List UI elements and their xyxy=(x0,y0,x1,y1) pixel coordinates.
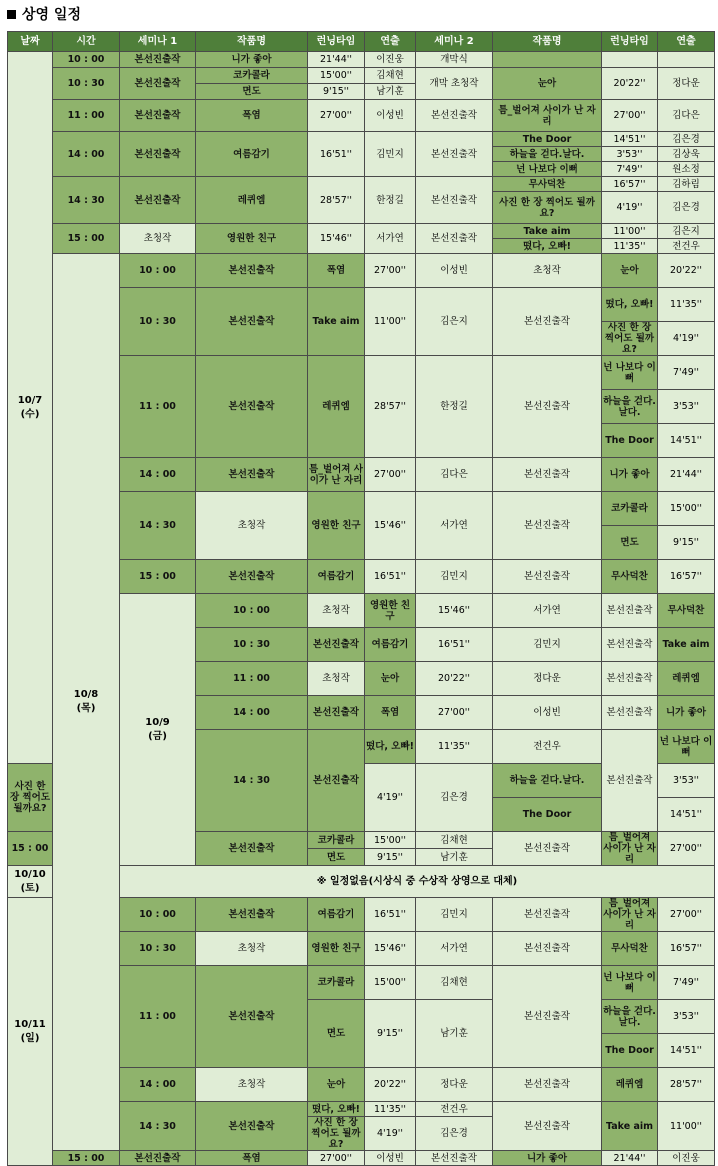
header-director-2: 연출 xyxy=(658,32,715,52)
table-cell: 눈아 xyxy=(308,1068,365,1102)
table-cell: 사진 한 장 찍어도 될까요? xyxy=(493,192,602,224)
table-cell: 4'19'' xyxy=(365,1117,416,1151)
table-cell: 20'22'' xyxy=(416,662,493,696)
table-cell: 10 : 00 xyxy=(120,898,196,932)
table-cell: 개막 초청작 xyxy=(416,68,493,100)
table-cell: 본선진출작 xyxy=(493,288,602,356)
table-cell: 16'51'' xyxy=(308,132,365,177)
table-cell: 서가연 xyxy=(365,224,416,254)
table-cell: 27'00'' xyxy=(308,100,365,132)
table-cell: 4'19'' xyxy=(602,192,658,224)
header-row xyxy=(8,32,715,52)
table-cell: 김채현 xyxy=(416,832,493,849)
table-cell: 7'49'' xyxy=(658,966,715,1000)
table-cell: 본선진출작 xyxy=(196,254,308,288)
table-cell: 28'57'' xyxy=(658,1068,715,1102)
table-cell: 10 : 30 xyxy=(53,68,120,100)
table-cell: 김민지 xyxy=(365,132,416,177)
table-cell: 정다운 xyxy=(493,662,602,696)
table-cell: 15'46'' xyxy=(365,932,416,966)
table-cell: 본선진출작 xyxy=(602,730,658,832)
table-cell: 초청작 xyxy=(196,1068,308,1102)
table-cell: 여름감기 xyxy=(365,628,416,662)
table-cell: 김민지 xyxy=(493,628,602,662)
table-cell: 본선진출작 xyxy=(602,662,658,696)
table-cell: 7'49'' xyxy=(602,162,658,177)
table-cell: 15'46'' xyxy=(416,594,493,628)
table-cell: 코카콜라 xyxy=(308,832,365,849)
table-cell: 본선진출작 xyxy=(493,966,602,1068)
header-time: 시간 xyxy=(53,32,120,52)
table-cell: 15 : 00 xyxy=(8,832,53,866)
table-cell: 틈_벌어져 사이가 난 자리 xyxy=(603,832,656,865)
table-cell: 영원한 친구 xyxy=(196,224,308,254)
table-cell: 사진 한 장 찍어도 될까요? xyxy=(602,322,658,356)
table-cell: 하늘을 걷다.날다. xyxy=(602,390,658,424)
table-cell: 15'46'' xyxy=(308,224,365,254)
table-cell: 폭염 xyxy=(365,696,416,730)
table-cell: 3'53'' xyxy=(658,764,715,798)
table-cell: 니가 좋아 xyxy=(658,696,715,730)
table-cell: 10 : 30 xyxy=(196,628,308,662)
table-cell: 15'00'' xyxy=(308,68,365,84)
table-cell: 본선진출작 xyxy=(196,560,308,594)
table-cell: 14 : 30 xyxy=(120,492,196,560)
table-cell: 본선진출작 xyxy=(493,1068,602,1102)
table-cell: 김민지 xyxy=(416,898,493,932)
table-cell: 김민지 xyxy=(416,560,493,594)
table-cell: 한정길 xyxy=(416,356,493,458)
table-cell: Take aim xyxy=(308,288,365,356)
table-cell: 14 : 00 xyxy=(120,458,196,492)
table-cell: 3'53'' xyxy=(658,390,715,424)
table-cell: 10 : 00 xyxy=(120,254,196,288)
table-cell: 서가연 xyxy=(493,594,602,628)
table-cell: 무사덕찬 xyxy=(493,177,602,192)
table-cell: 틈_벌어져 사이가 난 자리 xyxy=(603,898,656,931)
table-cell: Take aim xyxy=(658,628,715,662)
table-cell: 여름감기 xyxy=(308,560,365,594)
table-row xyxy=(8,1151,715,1166)
table-cell: 9'15'' xyxy=(658,526,715,560)
table-cell: 14'51'' xyxy=(658,424,715,458)
table-cell: 남기훈 xyxy=(416,1000,493,1068)
date-cell: 10/7 (수) xyxy=(8,52,53,764)
table-cell: 11'00'' xyxy=(658,1102,715,1151)
table-cell: 14 : 30 xyxy=(196,730,308,832)
table-cell: 정다운 xyxy=(416,1068,493,1102)
table-cell: 11 : 00 xyxy=(196,662,308,696)
table-cell: 이성빈 xyxy=(416,254,493,288)
table-cell: 3'53'' xyxy=(658,1000,715,1034)
table-cell: 본선진출작 xyxy=(120,68,196,100)
table-cell: 초청작 xyxy=(196,492,308,560)
table-cell: 이성빈 xyxy=(365,1151,416,1166)
table-cell: 본선진출작 xyxy=(493,1102,602,1151)
table-cell: 본선진출작 xyxy=(120,52,196,68)
table-cell: 16'57'' xyxy=(658,932,715,966)
table-cell: 폭염 xyxy=(196,1151,308,1166)
table-cell: 넌 나보다 이뻐 xyxy=(493,162,602,177)
table-cell: 본선진출작 xyxy=(196,356,308,458)
table-cell: 10 : 00 xyxy=(196,594,308,628)
table-row xyxy=(8,100,715,132)
table-cell: 코카콜라 xyxy=(308,966,365,1000)
table-cell: 본선진출작 xyxy=(416,224,493,254)
table-cell: 16'57'' xyxy=(602,177,658,192)
table-cell: 서가연 xyxy=(416,932,493,966)
table-cell: 떴다, 오빠! xyxy=(493,239,602,254)
table-cell: 15 : 00 xyxy=(53,224,120,254)
table-cell: The Door xyxy=(493,798,602,832)
table-cell: 넌 나보다 이뻐 xyxy=(602,966,658,1000)
table-row xyxy=(8,224,715,239)
table-cell: 9'15'' xyxy=(308,84,365,100)
table-cell: 면도 xyxy=(602,526,658,560)
table-cell xyxy=(602,52,658,68)
table-cell: 초청작 xyxy=(308,594,365,628)
table-cell: 한정길 xyxy=(365,177,416,224)
table-cell: 본선진출작 xyxy=(196,832,308,866)
table-cell: 김은경 xyxy=(416,1117,493,1151)
date-cell: 10/9 (금) xyxy=(120,594,196,866)
table-row xyxy=(8,254,715,288)
table-cell: 폭염 xyxy=(308,254,365,288)
table-cell: 20'22'' xyxy=(365,1068,416,1102)
table-cell: 21'44'' xyxy=(658,458,715,492)
table-cell: 본선진출작 xyxy=(308,696,365,730)
table-cell: 27'00'' xyxy=(658,832,715,866)
table-cell: Take aim xyxy=(602,1102,658,1151)
note-cell: ※ 일정없음(시상식 중 수상작 상영으로 대체) xyxy=(120,866,715,898)
table-cell: 여름감기 xyxy=(308,898,365,932)
table-cell: 11'35'' xyxy=(658,288,715,322)
table-cell: 27'00'' xyxy=(308,1151,365,1166)
header-title-1: 작품명 xyxy=(196,32,308,52)
table-cell: 코카콜라 xyxy=(196,68,308,84)
table-cell: 니가 좋아 xyxy=(493,1151,602,1166)
table-cell: 27'00'' xyxy=(658,898,715,932)
table-cell: 11'35'' xyxy=(416,730,493,764)
table-cell: 하늘을 걷다.날다. xyxy=(493,147,602,162)
table-cell: 본선진출작 xyxy=(493,458,602,492)
table-cell: 김은경 xyxy=(658,132,715,147)
table-cell: 본선진출작 xyxy=(602,696,658,730)
table-cell: 10 : 00 xyxy=(53,52,120,68)
table-cell: 27'00'' xyxy=(416,696,493,730)
table-cell: 본선진출작 xyxy=(602,628,658,662)
table-cell: 레퀴엠 xyxy=(602,1068,658,1102)
table-cell: 14'51'' xyxy=(658,1034,715,1068)
table-row xyxy=(8,177,715,192)
table-cell: 이진웅 xyxy=(658,1151,715,1166)
table-cell: 면도 xyxy=(308,849,365,866)
table-row xyxy=(8,68,715,84)
table-cell: 27'00'' xyxy=(365,458,416,492)
table-cell: 16'57'' xyxy=(658,560,715,594)
table-cell: 본선진출작 xyxy=(493,356,602,458)
table-cell: 21'44'' xyxy=(308,52,365,68)
table-cell: 본선진출작 xyxy=(120,132,196,177)
table-cell: 초청작 xyxy=(493,254,602,288)
table-cell: 28'57'' xyxy=(308,177,365,224)
table-cell: 11 : 00 xyxy=(53,100,120,132)
table-cell: 27'00'' xyxy=(602,100,658,132)
header-runtime-1: 런닝타임 xyxy=(308,32,365,52)
table-cell: 하늘을 걷다.날다. xyxy=(602,1000,658,1034)
table-cell: 본선진출작 xyxy=(493,492,602,560)
table-cell: 4'19'' xyxy=(365,764,416,832)
table-cell: 11'35'' xyxy=(365,1102,416,1117)
table-cell: The Door xyxy=(493,132,602,147)
header-runtime-2: 런닝타임 xyxy=(602,32,658,52)
table-cell: 영원한 친구 xyxy=(308,492,365,560)
table-cell: 김채현 xyxy=(365,68,416,84)
schedule-header xyxy=(8,32,715,52)
table-cell: 14'51'' xyxy=(602,132,658,147)
table-cell: 11'00'' xyxy=(602,224,658,239)
table-cell: 무사덕찬 xyxy=(658,594,715,628)
table-cell: 본선진출작 xyxy=(493,832,602,866)
table-cell: 15'00'' xyxy=(365,966,416,1000)
table-cell: 김다은 xyxy=(658,100,715,132)
table-cell: 김은경 xyxy=(416,764,493,832)
table-cell: 넌 나보다 이뻐 xyxy=(602,356,658,390)
table-cell: 여름감기 xyxy=(196,132,308,177)
table-cell: 14 : 00 xyxy=(53,132,120,177)
table-cell: 원소정 xyxy=(658,162,715,177)
table-cell: 떴다, 오빠! xyxy=(365,730,416,764)
date-cell: 10/11 (일) xyxy=(8,898,53,1166)
table-cell: 14 : 00 xyxy=(196,696,308,730)
table-cell: 7'49'' xyxy=(658,356,715,390)
table-cell: 20'22'' xyxy=(602,68,658,100)
table-cell: 4'19'' xyxy=(658,322,715,356)
table-row xyxy=(8,52,715,68)
table-cell: 하늘을 걷다.날다. xyxy=(493,764,602,798)
schedule-body xyxy=(8,52,715,1166)
table-cell: 20'22'' xyxy=(658,254,715,288)
page-title-text: 상영 일정 xyxy=(22,7,81,23)
table-cell: 면도 xyxy=(196,84,308,100)
table-cell: 눈아 xyxy=(365,662,416,696)
table-cell: 영원한 친구 xyxy=(365,594,416,628)
table-cell: 3'53'' xyxy=(602,147,658,162)
table-cell: 김다은 xyxy=(416,458,493,492)
table-cell: 무사덕찬 xyxy=(602,560,658,594)
table-cell: 남기훈 xyxy=(365,84,416,100)
table-cell: 28'57'' xyxy=(365,356,416,458)
table-cell: 레퀴엠 xyxy=(196,177,308,224)
table-cell: 11 : 00 xyxy=(120,966,196,1068)
table-cell: 전건우 xyxy=(493,730,602,764)
table-cell: 사진 한 장 찍어도 될까요? xyxy=(8,764,53,832)
table-cell: 본선진출작 xyxy=(120,177,196,224)
table-cell: 본선진출작 xyxy=(196,288,308,356)
header-title-2: 작품명 xyxy=(493,32,602,52)
table-cell: 본선진출작 xyxy=(308,628,365,662)
table-cell: 김은경 xyxy=(658,192,715,224)
table-cell: 본선진출작 xyxy=(308,730,365,832)
table-cell: 15'00'' xyxy=(658,492,715,526)
table-cell: 틈_벌어져 사이가 난 자리 xyxy=(493,100,602,132)
table-cell: 15'00'' xyxy=(365,832,416,849)
header-seminar-2: 세미나 2 xyxy=(416,32,493,52)
table-cell: 초청작 xyxy=(120,224,196,254)
table-cell: 16'51'' xyxy=(365,898,416,932)
date-cell: 10/10 (토) xyxy=(8,866,53,898)
table-cell: 11'35'' xyxy=(602,239,658,254)
table-cell: 니가 좋아 xyxy=(602,458,658,492)
table-cell: 폭염 xyxy=(196,100,308,132)
table-cell: 넌 나보다 이뻐 xyxy=(658,730,715,764)
table-cell: 10 : 30 xyxy=(120,288,196,356)
table-cell: The Door xyxy=(602,1034,658,1068)
table-cell: 무사덕찬 xyxy=(602,932,658,966)
page-title xyxy=(7,4,81,24)
table-cell: 정다운 xyxy=(658,68,715,100)
table-cell: 본선진출작 xyxy=(416,100,493,132)
table-cell: 면도 xyxy=(308,1000,365,1068)
table-cell: The Door xyxy=(602,424,658,458)
table-cell: 16'51'' xyxy=(416,628,493,662)
square-bullet-icon xyxy=(7,10,16,19)
table-cell: 본선진출작 xyxy=(196,458,308,492)
table-cell: 전건우 xyxy=(416,1102,493,1117)
table-cell: 초청작 xyxy=(196,932,308,966)
table-cell: 9'15'' xyxy=(365,1000,416,1068)
table-cell: 16'51'' xyxy=(365,560,416,594)
table-cell: 21'44'' xyxy=(602,1151,658,1166)
table-cell: 코카콜라 xyxy=(602,492,658,526)
table-cell: Take aim xyxy=(493,224,602,239)
table-cell: 이성빈 xyxy=(365,100,416,132)
table-cell: 서가연 xyxy=(416,492,493,560)
table-cell: 본선진출작 xyxy=(196,1102,308,1151)
table-cell: 15'46'' xyxy=(365,492,416,560)
header-seminar-1: 세미나 1 xyxy=(120,32,196,52)
table-cell: 본선진출작 xyxy=(196,966,308,1068)
table-cell: 초청작 xyxy=(308,662,365,696)
table-cell: 개막식 xyxy=(416,52,493,68)
table-cell: 본선진출작 xyxy=(120,100,196,132)
table-cell: 김은지 xyxy=(416,288,493,356)
table-cell: 사진 한 장 찍어도 될까요? xyxy=(308,1117,365,1151)
table-cell: 레퀴엠 xyxy=(308,356,365,458)
table-cell: 눈아 xyxy=(602,254,658,288)
table-cell xyxy=(658,52,715,68)
table-cell: 떴다, 오빠! xyxy=(308,1102,365,1117)
table-cell: 떴다, 오빠! xyxy=(602,288,658,322)
header-director-1: 연출 xyxy=(365,32,416,52)
table-cell: 11 : 00 xyxy=(120,356,196,458)
schedule-table xyxy=(7,31,715,1166)
table-cell: 전건우 xyxy=(658,239,715,254)
table-cell: 11'00'' xyxy=(365,288,416,356)
table-cell: 김하림 xyxy=(658,177,715,192)
table-cell: 영원한 친구 xyxy=(308,932,365,966)
table-cell: 김은지 xyxy=(658,224,715,239)
table-cell: 본선진출작 xyxy=(416,177,493,224)
table-cell: 눈아 xyxy=(493,68,602,100)
date-cell: 10/8 (목) xyxy=(53,254,120,1151)
table-cell: 본선진출작 xyxy=(120,1151,196,1166)
table-cell: 9'15'' xyxy=(365,849,416,866)
table-cell: 14 : 00 xyxy=(120,1068,196,1102)
table-cell: 본선진출작 xyxy=(493,560,602,594)
table-row xyxy=(8,132,715,147)
table-cell: 14'51'' xyxy=(658,798,715,832)
table-cell: 27'00'' xyxy=(365,254,416,288)
table-cell: 본선진출작 xyxy=(196,898,308,932)
table-cell: 본선진출작 xyxy=(602,594,658,628)
table-cell: 이진웅 xyxy=(365,52,416,68)
table-cell: 틈_벌어져 사이가 난 자리 xyxy=(308,458,365,492)
table-cell: 이성빈 xyxy=(493,696,602,730)
table-cell: 10 : 30 xyxy=(120,932,196,966)
table-cell xyxy=(493,52,602,68)
table-cell: 남기훈 xyxy=(416,849,493,866)
table-cell: 14 : 30 xyxy=(53,177,120,224)
table-cell: 본선진출작 xyxy=(416,132,493,177)
table-cell: 레퀴엠 xyxy=(658,662,715,696)
table-cell: 14 : 30 xyxy=(120,1102,196,1151)
header-date: 날짜 xyxy=(8,32,53,52)
table-cell: 김상욱 xyxy=(658,147,715,162)
table-cell: 15 : 00 xyxy=(120,560,196,594)
table-cell: 본선진출작 xyxy=(493,932,602,966)
table-cell: 15 : 00 xyxy=(53,1151,120,1166)
table-cell: 니가 좋아 xyxy=(196,52,308,68)
table-cell: 본선진출작 xyxy=(493,898,602,932)
table-cell: 본선진출작 xyxy=(416,1151,493,1166)
table-cell: 김채현 xyxy=(416,966,493,1000)
